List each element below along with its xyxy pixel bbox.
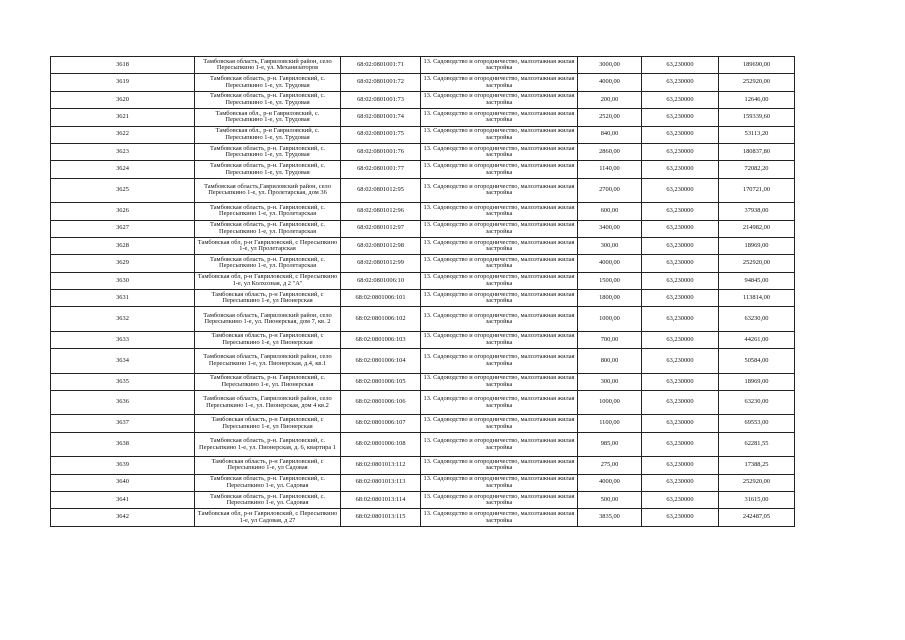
address-cell: Тамбовская область, р-н. Гавриловский, с. Пересыпкино 1-е, ул. Садовая [195,474,341,491]
cadastral-value-cell: 159339,60 [719,109,795,126]
area-cell: 4000,00 [578,255,642,272]
address-cell: Тамбовская область, р-н Гавриловский, с Пересыпкино 1-е, ул Пионерская [195,331,341,348]
cadastral-number-cell: 68:02:0801006:10 [341,272,421,289]
land-use-cell: 13. Садоводство и огородничество, малоэтажная жилая застройка [421,474,578,491]
land-use-cell: 13. Садоводство и огородничество, малоэтажная жилая застройка [421,331,578,348]
table-row [51,143,795,160]
land-use-cell: 13. Садоводство и огородничество, малоэтажная жилая застройка [421,91,578,108]
row-number: 3637 [51,415,195,432]
rate-cell: 63,230000 [642,91,719,108]
cadastral-value-cell: 17388,25 [719,457,795,474]
cadastral-number-cell: 68:02:0801012:99 [341,255,421,272]
row-number: 3636 [51,391,195,415]
table-row [51,203,795,220]
rate-cell: 63,230000 [642,57,719,74]
land-use-cell: 13. Садоводство и огородничество, малоэтажная жилая застройка [421,509,578,526]
area-cell: 3400,00 [578,220,642,237]
area-cell: 2520,00 [578,109,642,126]
table-row [51,178,795,202]
table-row [51,474,795,491]
address-cell: Тамбовская обл, р-н Гавриловский, с Пересыпкино 1-е, ул Колхозная, д 2 "А" [195,272,341,289]
address-cell: Тамбовская область, р-н. Гавриловский, с. Пересыпкино 1-е, ул. Трудовая [195,74,341,91]
address-cell: Тамбовская область, Гавриловский район, село Пересыпкино 1-е, ул. Пионерская, д.4, кв.1 [195,349,341,373]
row-number: 3631 [51,290,195,307]
cadastral-number-cell: 68:02:0801006:106 [341,391,421,415]
row-number: 3634 [51,349,195,373]
rate-cell: 63,230000 [642,143,719,160]
cadastral-value-cell: 63230,00 [719,307,795,331]
area-cell: 200,00 [578,91,642,108]
row-number: 3626 [51,203,195,220]
rate-cell: 63,230000 [642,220,719,237]
document-page [50,56,795,527]
address-cell: Тамбовская область, р-н. Гавриловский, с. Пересыпкино 1-е, ул. Трудовая [195,161,341,178]
cadastral-value-cell: 37938,00 [719,203,795,220]
area-cell: 3835,00 [578,509,642,526]
cadastral-number-cell: 68:02:0801012:95 [341,178,421,202]
area-cell: 1100,00 [578,415,642,432]
cadastral-value-cell: 44261,00 [719,331,795,348]
cadastral-number-cell: 68:02:0801013:114 [341,491,421,508]
land-use-cell: 13. Садоводство и огородничество, малоэтажная жилая застройка [421,220,578,237]
cadastral-number-cell: 68:02:0801012:98 [341,237,421,254]
rate-cell: 63,230000 [642,126,719,143]
land-use-cell: 13. Садоводство и огородничество, малоэтажная жилая застройка [421,272,578,289]
land-use-cell: 13. Садоводство и огородничество, малоэтажная жилая застройка [421,373,578,390]
cadastral-value-cell: 189690,00 [719,57,795,74]
cadastral-value-cell: 252920,00 [719,74,795,91]
address-cell: Тамбовская область, р-н Гавриловский, с Пересыпкино 1-е, ул Пионерская [195,415,341,432]
rate-cell: 63,230000 [642,491,719,508]
area-cell: 600,00 [578,203,642,220]
area-cell: 300,00 [578,373,642,390]
rate-cell: 63,230000 [642,432,719,456]
address-cell: Тамбовская область,Гавриловский район, село Пересыпкино 1-е, ул. Пролетарская, дом 36 [195,178,341,202]
address-cell: Тамбовская область, р-н. Гавриловский, с. Пересыпкино 1-е, ул. Пролетарская [195,203,341,220]
cadastral-number-cell: 68:02:0801006:103 [341,331,421,348]
row-number: 3633 [51,331,195,348]
cadastral-value-cell: 18969,00 [719,237,795,254]
row-number: 3639 [51,457,195,474]
rate-cell: 63,230000 [642,178,719,202]
cadastral-number-cell: 68:02:0801001:72 [341,74,421,91]
address-cell: Тамбовская область, р-н Гавриловский, с Пересыпкино 1-е, ул Садовая [195,457,341,474]
cadastral-value-cell: 180837,80 [719,143,795,160]
address-cell: Тамбовская обл., р-н Гавриловский, с. Пересыпкино 1-е, ул. Трудовая [195,109,341,126]
row-number: 3641 [51,491,195,508]
table-row [51,373,795,390]
address-cell: Тамбовская область, Гавриловский район, село Пересыпкино 1-е, ул. Механизаторов [195,57,341,74]
land-use-cell: 13. Садоводство и огородничество, малоэтажная жилая застройка [421,74,578,91]
table-row [51,509,795,526]
row-number: 3623 [51,143,195,160]
land-use-cell: 13. Садоводство и огородничество, малоэтажная жилая застройка [421,457,578,474]
rate-cell: 63,230000 [642,290,719,307]
rate-cell: 63,230000 [642,331,719,348]
cadastral-number-cell: 68:02:0801001:73 [341,91,421,108]
cadastral-number-cell: 68:02:0801013:115 [341,509,421,526]
land-use-cell: 13. Садоводство и огородничество, малоэтажная жилая застройка [421,415,578,432]
row-number: 3618 [51,57,195,74]
row-number: 3635 [51,373,195,390]
land-use-cell: 13. Садоводство и огородничество, малоэтажная жилая застройка [421,178,578,202]
rate-cell: 63,230000 [642,349,719,373]
cadastral-value-cell: 170721,00 [719,178,795,202]
cadastral-number-cell: 68:02:0801013:113 [341,474,421,491]
table-row [51,57,795,74]
area-cell: 4000,00 [578,74,642,91]
rate-cell: 63,230000 [642,474,719,491]
address-cell: Тамбовская область, р-н. Гавриловский, с. Пересыпкино 1-е, ул. Пролетарская [195,255,341,272]
cadastral-value-cell: 214982,00 [719,220,795,237]
rate-cell: 63,230000 [642,161,719,178]
rate-cell: 63,230000 [642,203,719,220]
area-cell: 700,00 [578,331,642,348]
cadastral-number-cell: 68:02:0801012:97 [341,220,421,237]
cadastral-value-cell: 113814,00 [719,290,795,307]
cadastral-value-cell: 252920,00 [719,255,795,272]
cadastral-value-cell: 62281,55 [719,432,795,456]
row-number: 3642 [51,509,195,526]
area-cell: 1000,00 [578,307,642,331]
table-row [51,220,795,237]
area-cell: 275,00 [578,457,642,474]
rate-cell: 63,230000 [642,509,719,526]
cadastral-number-cell: 68:02:0801013:112 [341,457,421,474]
area-cell: 1800,00 [578,290,642,307]
address-cell: Тамбовская область, р-н. Гавриловский, с. Пересыпкино 1-е, ул. Пионерская [195,373,341,390]
table-row [51,161,795,178]
cadastral-number-cell: 68:02:0801006:107 [341,415,421,432]
rate-cell: 63,230000 [642,237,719,254]
row-number: 3624 [51,161,195,178]
area-cell: 2860,00 [578,143,642,160]
cadastral-value-cell: 53113,20 [719,126,795,143]
land-use-cell: 13. Садоводство и огородничество, малоэтажная жилая застройка [421,57,578,74]
cadastral-number-cell: 68:02:0801001:75 [341,126,421,143]
land-use-cell: 13. Садоводство и огородничество, малоэтажная жилая застройка [421,307,578,331]
area-cell: 3000,00 [578,57,642,74]
cadastral-value-cell: 63230,00 [719,391,795,415]
area-cell: 840,00 [578,126,642,143]
row-number: 3628 [51,237,195,254]
row-number: 3627 [51,220,195,237]
address-cell: Тамбовская обл, р-н Гавриловский, с Пересыпкино 1-е, ул Пролетарская [195,237,341,254]
table-row [51,237,795,254]
table-row [51,74,795,91]
area-cell: 1140,00 [578,161,642,178]
land-use-cell: 13. Садоводство и огородничество, малоэтажная жилая застройка [421,109,578,126]
area-cell: 1500,00 [578,272,642,289]
cadastral-number-cell: 68:02:0801006:108 [341,432,421,456]
land-use-cell: 13. Садоводство и огородничество, малоэтажная жилая застройка [421,237,578,254]
address-cell: Тамбовская обл, р-н Гавриловский, с Пересыпкино 1-е, ул Садовая, д 27 [195,509,341,526]
land-use-cell: 13. Садоводство и огородничество, малоэтажная жилая застройка [421,290,578,307]
row-number: 3640 [51,474,195,491]
cadastral-number-cell: 68:02:0801012:96 [341,203,421,220]
table-row [51,457,795,474]
land-use-cell: 13. Садоводство и огородничество, малоэтажная жилая застройка [421,203,578,220]
table-row [51,391,795,415]
land-use-cell: 13. Садоводство и огородничество, малоэтажная жилая застройка [421,432,578,456]
row-number: 3619 [51,74,195,91]
area-cell: 4000,00 [578,474,642,491]
area-cell: 500,00 [578,491,642,508]
rate-cell: 63,230000 [642,109,719,126]
cadastral-value-cell: 72082,20 [719,161,795,178]
row-number: 3621 [51,109,195,126]
cadastral-number-cell: 68:02:0801001:77 [341,161,421,178]
table-row [51,307,795,331]
rate-cell: 63,230000 [642,415,719,432]
cadastral-value-cell: 12646,00 [719,91,795,108]
table-row [51,415,795,432]
area-cell: 800,00 [578,349,642,373]
table-row [51,432,795,456]
cadastral-value-cell: 31615,00 [719,491,795,508]
table-row [51,255,795,272]
cadastral-number-cell: 68:02:0801006:101 [341,290,421,307]
rate-cell: 63,230000 [642,373,719,390]
area-cell: 2700,00 [578,178,642,202]
land-use-cell: 13. Садоводство и огородничество, малоэтажная жилая застройка [421,255,578,272]
row-number: 3625 [51,178,195,202]
table-row [51,491,795,508]
area-cell: 1000,00 [578,391,642,415]
rate-cell: 63,230000 [642,391,719,415]
cadastral-value-cell: 69553,00 [719,415,795,432]
land-use-cell: 13. Садоводство и огородничество, малоэтажная жилая застройка [421,391,578,415]
cadastral-number-cell: 68:02:0801006:102 [341,307,421,331]
row-number: 3620 [51,91,195,108]
address-cell: Тамбовская область, р-н Гавриловский, с Пересыпкино 1-е, ул Пионерская [195,290,341,307]
cadastral-value-cell: 50584,00 [719,349,795,373]
address-cell: Тамбовская область, Гавриловский район, село Пересыпкино 1-е, ул. Пионерская, дом 7, кв. 2 [195,307,341,331]
cadastral-value-cell: 242487,05 [719,509,795,526]
row-number: 3622 [51,126,195,143]
row-number: 3629 [51,255,195,272]
cadastral-number-cell: 68:02:0801001:76 [341,143,421,160]
rate-cell: 63,230000 [642,307,719,331]
rate-cell: 63,230000 [642,457,719,474]
table-row [51,349,795,373]
address-cell: Тамбовская область, р-н. Гавриловский, с. Пересыпкино 1-е, ул. Садовая [195,491,341,508]
cadastral-number-cell: 68:02:0801006:105 [341,373,421,390]
table-row [51,290,795,307]
cadastral-value-table [50,56,795,527]
land-use-cell: 13. Садоводство и огородничество, малоэтажная жилая застройка [421,143,578,160]
table-row [51,91,795,108]
rate-cell: 63,230000 [642,255,719,272]
address-cell: Тамбовская область, Гавриловский район, село Пересыпкино 1-е, ул. Пионерская, дом 4 кв.2 [195,391,341,415]
address-cell: Тамбовская обл., р-н Гавриловский, с. Пересыпкино 1-е, ул. Трудовая [195,126,341,143]
table-body [51,57,795,527]
address-cell: Тамбовская область, р-н. Гавриловский, с. Пересыпкино 1-е, ул. Трудовая [195,91,341,108]
row-number: 3630 [51,272,195,289]
land-use-cell: 13. Садоводство и огородничество, малоэтажная жилая застройка [421,349,578,373]
table-row [51,126,795,143]
rate-cell: 63,230000 [642,74,719,91]
cadastral-value-cell: 252920,00 [719,474,795,491]
land-use-cell: 13. Садоводство и огородничество, малоэтажная жилая застройка [421,491,578,508]
land-use-cell: 13. Садоводство и огородничество, малоэтажная жилая застройка [421,161,578,178]
table-row [51,109,795,126]
cadastral-number-cell: 68:02:0801001:71 [341,57,421,74]
address-cell: Тамбовская область, р-н. Гавриловский, с. Пересыпкино 1-е, ул. Пионерская, д. 6, квартира 1 [195,432,341,456]
row-number: 3638 [51,432,195,456]
rate-cell: 63,230000 [642,272,719,289]
land-use-cell: 13. Садоводство и огородничество, малоэтажная жилая застройка [421,126,578,143]
table-row [51,331,795,348]
row-number: 3632 [51,307,195,331]
area-cell: 300,00 [578,237,642,254]
cadastral-value-cell: 18969,00 [719,373,795,390]
cadastral-number-cell: 68:02:0801001:74 [341,109,421,126]
address-cell: Тамбовская область, р-н. Гавриловский, с. Пересыпкино 1-е, ул. Пролетарская [195,220,341,237]
address-cell: Тамбовская область, р-н. Гавриловский, с. Пересыпкино 1-е, ул. Трудовая [195,143,341,160]
cadastral-value-cell: 94845,00 [719,272,795,289]
table-row [51,272,795,289]
area-cell: 985,00 [578,432,642,456]
cadastral-number-cell: 68:02:0801006:104 [341,349,421,373]
